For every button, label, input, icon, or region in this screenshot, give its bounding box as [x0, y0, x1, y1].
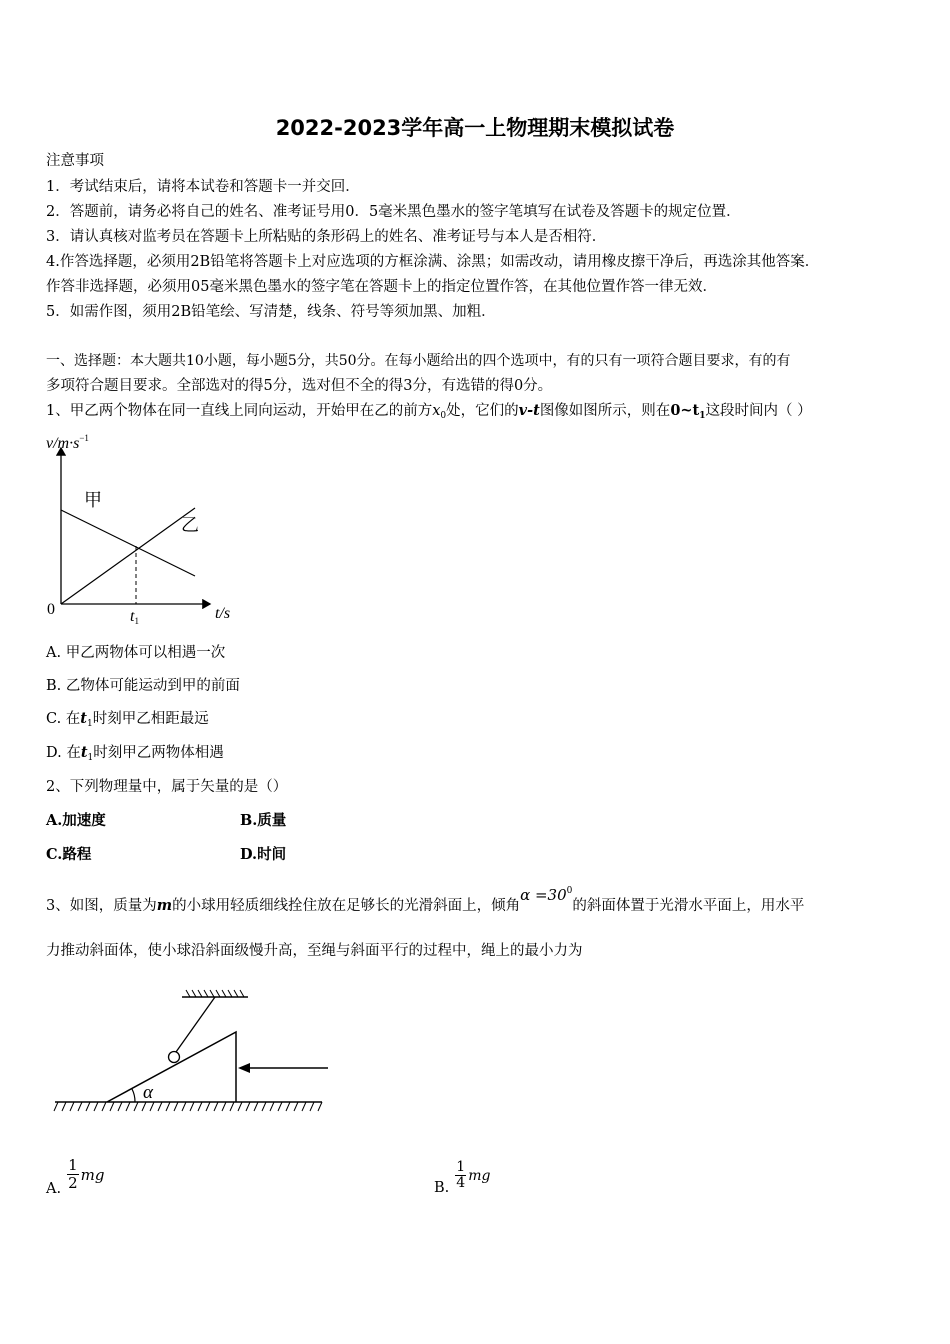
notice-item-5: 5．如需作图，须用2B铅笔绘、写清楚，线条、符号等须加黑、加粗．: [46, 304, 496, 320]
notice-item-2: 2．答题前，请务必将自己的姓名、准考证号用0．5毫米黑色墨水的签字笔填写在试卷及答题卡的规定位置．: [46, 204, 741, 220]
q3-option-b: B. $\frac{1}{4}$ mg: [434, 1159, 491, 1196]
notice-item-4-cont: 作答非选择题，必须用05毫米黑色墨水的签字笔在答题卡上的指定位置作答，在其他位置作答一律无效．: [46, 279, 717, 295]
origin-label: 0: [47, 601, 55, 618]
q3-stem-line2: 力推动斜面体，使小球沿斜面级慢升高，至绳与斜面平行的过程中，绳上的最小力为: [46, 943, 583, 959]
notice-item-1: 1．考试结束后，请将本试卷和答题卡一并交回．: [46, 179, 360, 195]
q2-option-c: C.路程: [46, 846, 92, 863]
v-axis-label: $v/m\cdot s^{-1}$: [46, 433, 89, 452]
incline-wedge: [107, 1032, 236, 1102]
section-instructions-line2: 多项符合题目要求。全部选对的得5分，选对但不全的得3分，有选错的得0分。: [46, 378, 553, 394]
q1-stem: 1、甲乙两个物体在同一直线上同向运动，开始甲在乙的前方$x_0$处，它们的v-t图像如图所示，则在$0\sim t_1$这段时间内（ ）: [46, 402, 812, 421]
q1-option-a: A. 甲乙两物体可以相遇一次: [46, 645, 226, 661]
rope: [176, 997, 215, 1052]
notice-heading: 注意事项: [46, 153, 104, 169]
q1-option-b: B. 乙物体可能运动到甲的前面: [46, 678, 240, 694]
notice-item-3: 3．请认真核对监考员在答题卡上所粘贴的条形码上的姓名、准考证号与本人是否相符．: [46, 229, 607, 245]
notice-item-4: 4.作答选择题，必须用2B铅笔将答题卡上对应选项的方框涂满、涂黑；如需改动，请用橡皮擦干净后，再选涂其他答案．: [46, 254, 820, 270]
q3-option-a: A. $\frac{1}{2}$ mg: [46, 1156, 105, 1197]
angle-arc: [132, 1089, 135, 1102]
incline-figure: [50, 985, 340, 1115]
ball: [169, 1052, 180, 1063]
t-axis-label: t/s: [215, 605, 231, 622]
section-instructions-line1: 一、选择题：本大题共10小题，每小题5分，共50分。在每小题给出的四个选项中，有的只有一项符合题目要求，有的有: [46, 353, 791, 369]
q3-stem: 3、如图，质量为m的小球用轻质细线拴住放在足够长的光滑斜面上，倾角$\alpha =30^0$的斜面体置于光滑水平面上，用水平: [46, 886, 805, 914]
label-yi: 乙: [181, 515, 199, 535]
vt-graph: [40, 428, 260, 628]
line-jia: [61, 510, 195, 576]
q2-option-a: A.加速度: [46, 812, 106, 829]
line-yi: [61, 508, 195, 604]
label-jia: 甲: [84, 490, 102, 510]
angle-alpha: α: [143, 1082, 153, 1103]
t1-label: t1: [130, 608, 139, 626]
page-title: 2022-2023学年高一上物理期末模拟试卷: [275, 116, 675, 140]
q2-stem: 2、下列物理量中，属于矢量的是（）: [46, 779, 288, 795]
q2-option-d: D.时间: [240, 846, 287, 863]
q1-option-c: C. 在$t_1$时刻甲乙相距最远: [46, 710, 209, 729]
q1-option-d: D. 在$t_1$时刻甲乙两物体相遇: [46, 744, 224, 763]
q2-option-b: B.质量: [240, 812, 287, 829]
